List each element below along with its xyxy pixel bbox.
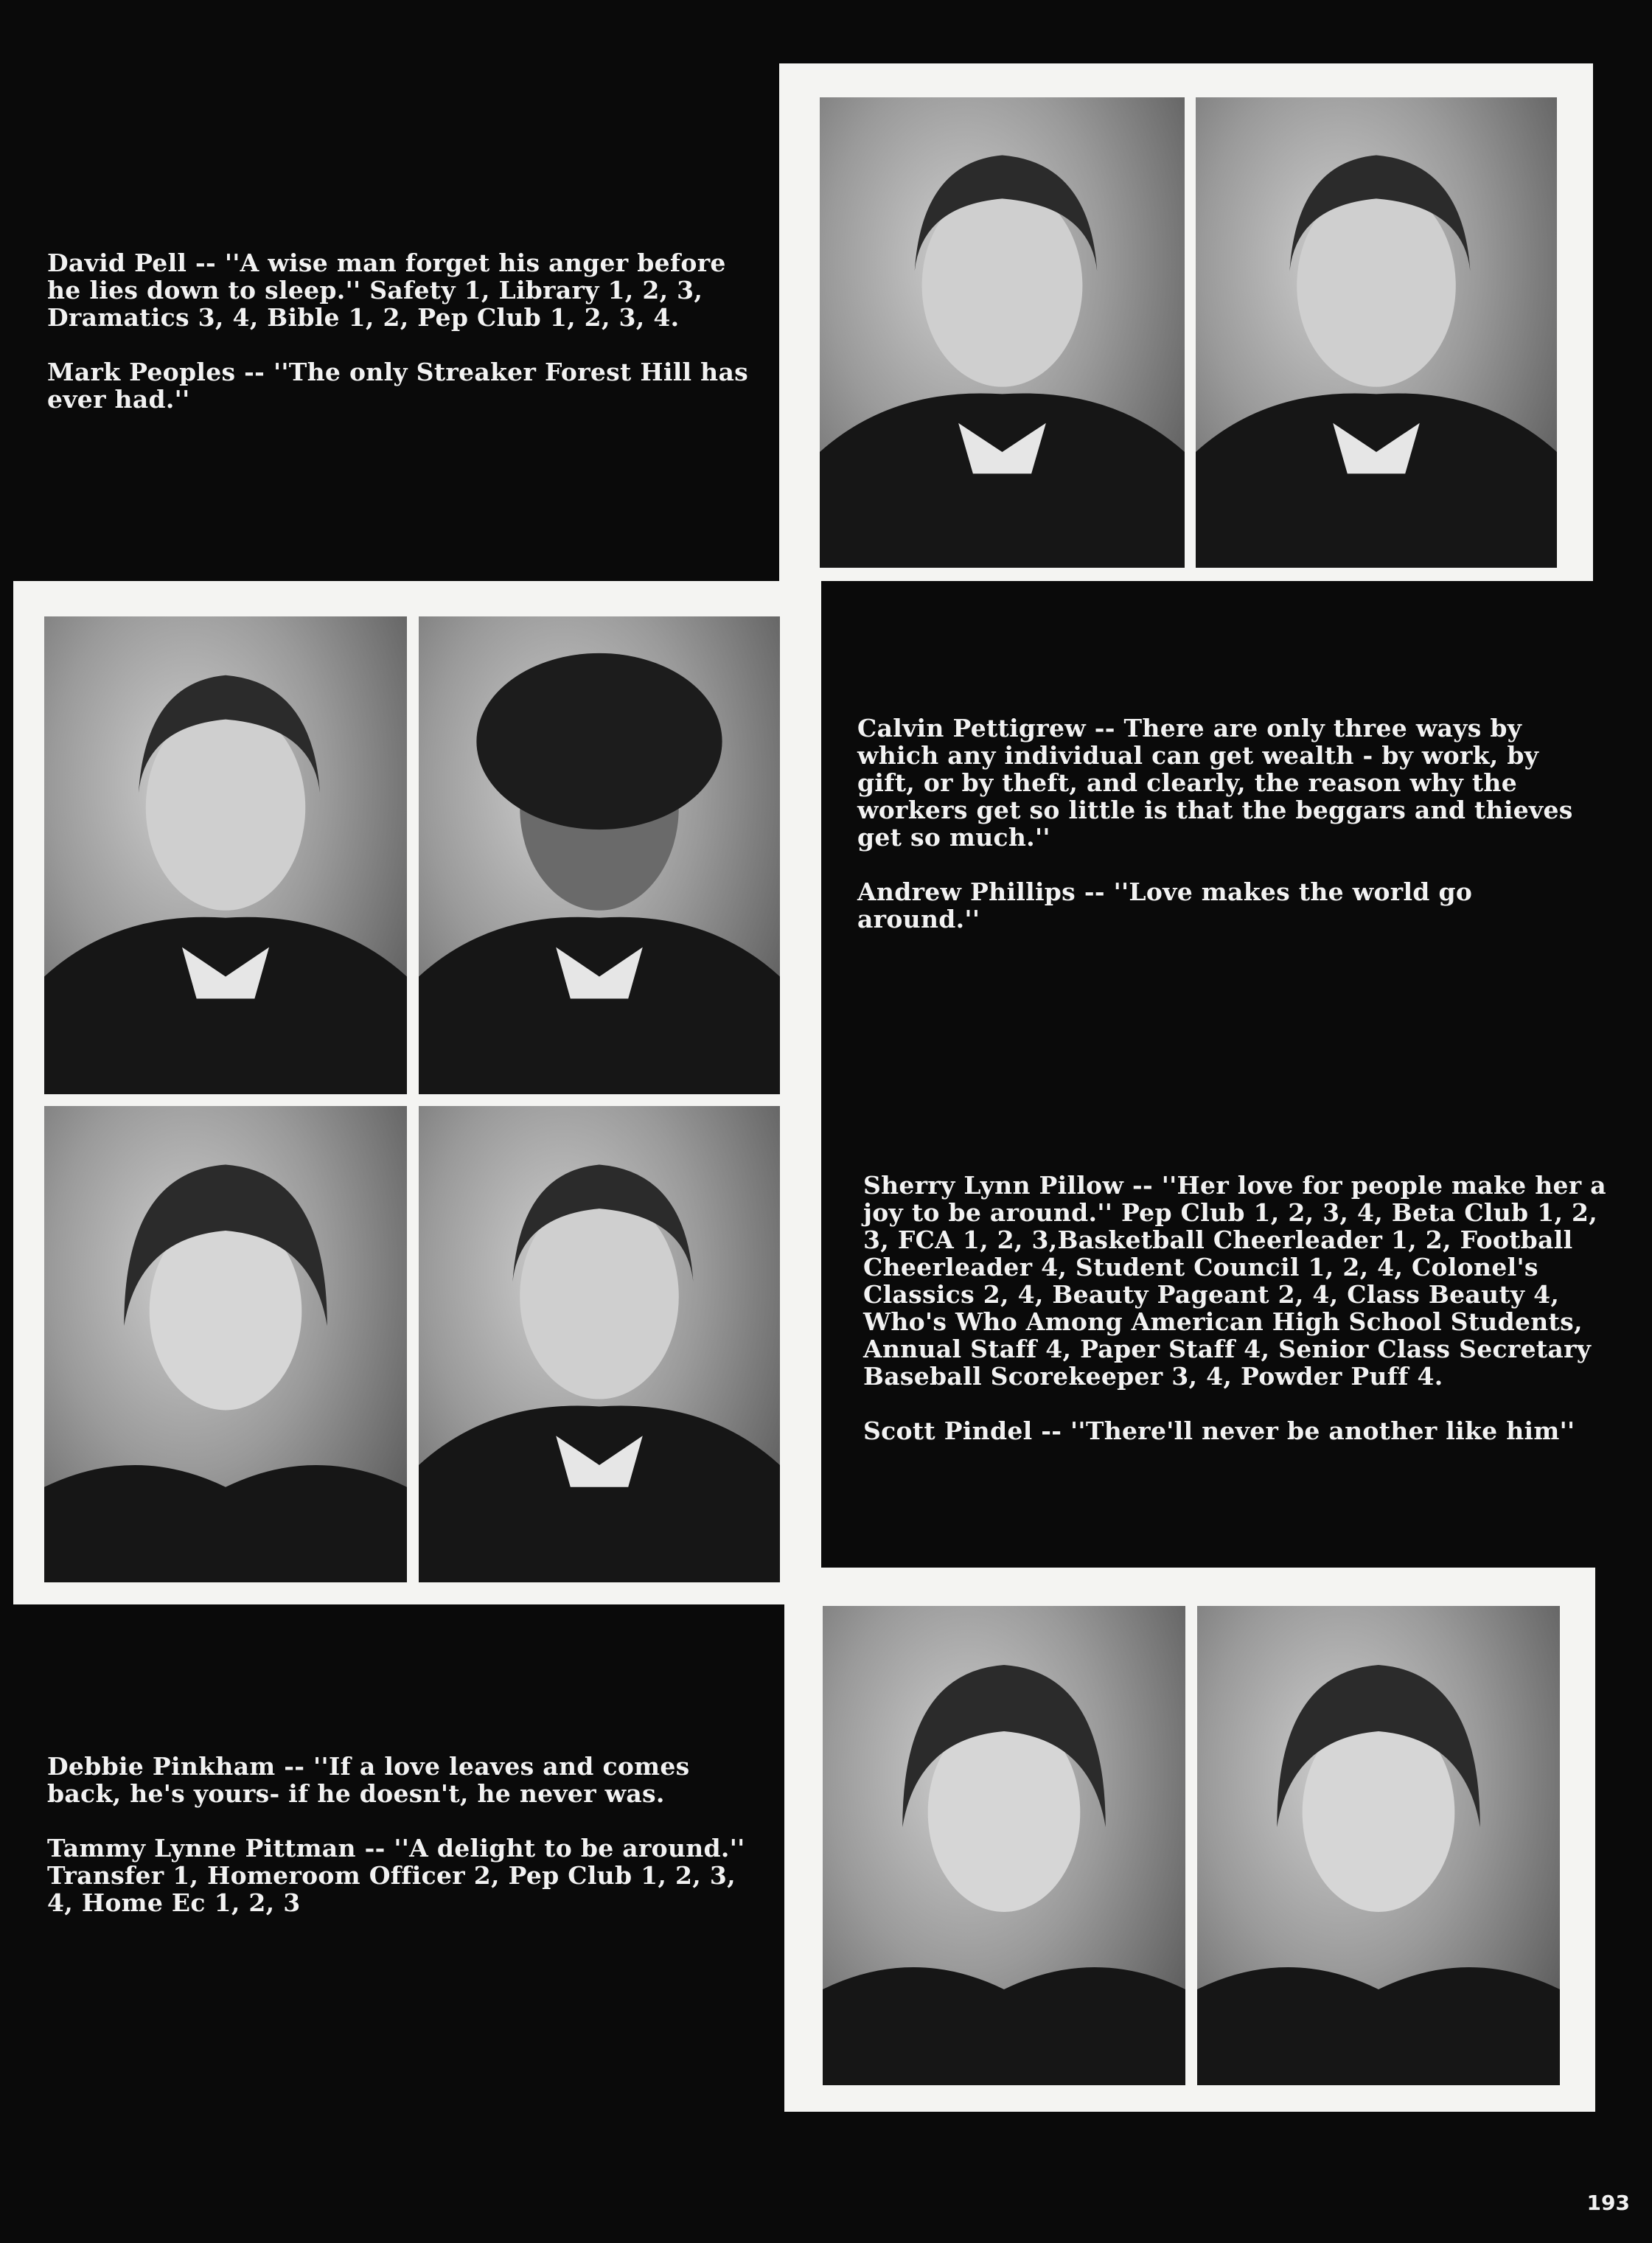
caption-block-pettigrew-phillips <box>857 714 1602 960</box>
portrait-debbie-pinkham <box>823 1606 1185 2085</box>
caption-andrew-phillips: Andrew Phillips -- ''Love makes the world go around.'' <box>857 877 1473 933</box>
caption-block-pillow-pindel <box>863 1172 1615 1472</box>
portrait-calvin-pettigrew <box>44 616 407 1094</box>
page-number: 193 <box>1586 2191 1630 2215</box>
portrait-sherry-lynn-pillow <box>44 1106 407 1582</box>
portrait-tammy-lynne-pittman <box>1197 1606 1560 2085</box>
photo-panel-top <box>779 63 1593 581</box>
caption-scott-pindel: Scott Pindel -- ''There'll never be another like him'' <box>863 1416 1575 1445</box>
photo-panel-middle <box>13 581 821 1604</box>
caption-block-pinkham-pittman <box>47 1753 755 1944</box>
caption-tammy-lynne-pittman: Tammy Lynne Pittman -- ''A delight to be around.'' Transfer 1, Homeroom Officer 2, Pep Club 1, 2, 3, 4, Home Ec 1, 2, 3 <box>47 1834 745 1917</box>
caption-calvin-pettigrew: Calvin Pettigrew -- There are only three ways by which any individual can get wealth - by work, by gift, or by theft, and clearly, the reason why the workers get so little is that the beggars and thieves get so much.'' <box>857 714 1573 852</box>
portrait-david-pell <box>820 97 1185 568</box>
caption-sherry-lynn-pillow: Sherry Lynn Pillow -- ''Her love for people make her a joy to be around.'' Pep Club 1, 2, 3, 4, Beta Club 1, 2, 3, FCA 1, 2, 3,Basketball Cheerleader 1, 2, Football Cheerleader 4, Student Council 1, 2, 4, Colonel's Classics 2, 4, Beauty Pageant 2, 4, Class Beauty 4, Who's Who Among American High School Students, Annual Staff 4, Paper Staff 4, Senior Class Secretary Baseball Scorekeeper 3, 4, Powder Puff 4. <box>863 1171 1606 1391</box>
photo-panel-bottom <box>784 1568 1595 2112</box>
portrait-andrew-phillips <box>419 616 780 1094</box>
portrait-scott-pindel <box>419 1106 780 1582</box>
portrait-mark-peoples <box>1196 97 1557 568</box>
caption-mark-peoples: Mark Peoples -- ''The only Streaker Forest Hill has ever had.'' <box>47 358 749 414</box>
caption-debbie-pinkham: Debbie Pinkham -- ''If a love leaves and comes back, he's yours- if he doesn't, he never was. <box>47 1752 690 1808</box>
caption-block-pell-peoples <box>47 249 755 440</box>
caption-david-pell: David Pell -- ''A wise man forget his anger before he lies down to sleep.'' Safety 1, Library 1, 2, 3, Dramatics 3, 4, Bible 1, 2, Pep Club 1, 2, 3, 4. <box>47 248 726 332</box>
